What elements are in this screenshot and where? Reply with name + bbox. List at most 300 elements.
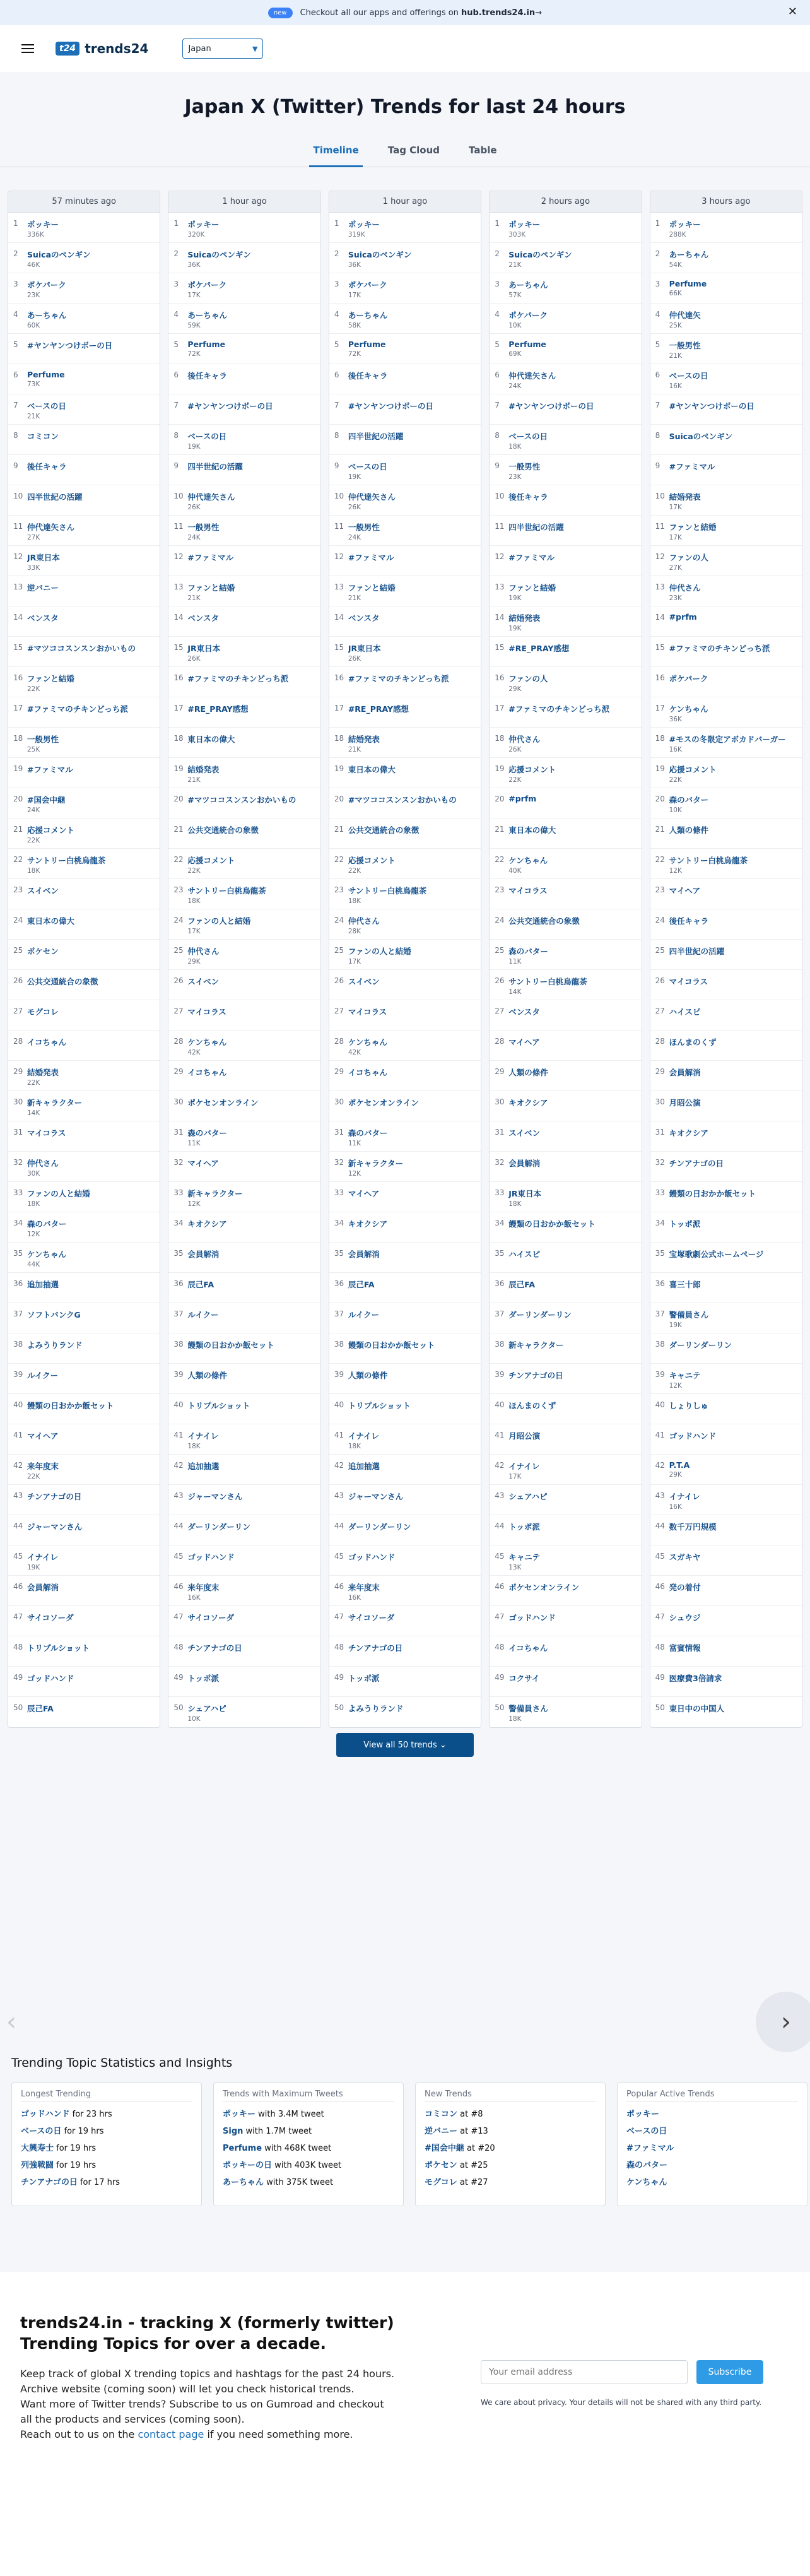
- trend-name[interactable]: サントリー白桃烏龍茶: [348, 886, 427, 895]
- trend-name[interactable]: 仲代さん: [187, 947, 220, 956]
- trend-name[interactable]: ファンと結婚: [187, 583, 235, 593]
- trend-name[interactable]: 新キャラクター: [27, 1098, 83, 1108]
- trend-name[interactable]: 公共交通統合の象徴: [348, 825, 420, 835]
- trend-name[interactable]: あーちゃん: [27, 310, 67, 320]
- trend-name[interactable]: 発の着付: [669, 1583, 701, 1592]
- trend-name[interactable]: イコちゃん: [508, 1643, 548, 1653]
- trend-name[interactable]: ポケセン: [27, 947, 59, 956]
- trend-name[interactable]: シュウジ: [669, 1613, 701, 1622]
- trend-name[interactable]: イナイレ: [187, 1431, 219, 1441]
- trend-name[interactable]: 追加抽選: [187, 1462, 220, 1471]
- stat-trend-name[interactable]: Perfume: [223, 2144, 262, 2153]
- trend-name[interactable]: JR東日本: [348, 644, 381, 653]
- trend-name[interactable]: 仲代達矢さん: [508, 371, 556, 381]
- carousel-left-icon[interactable]: ‹: [6, 2007, 16, 2036]
- trend-name[interactable]: 一般男性: [348, 523, 380, 532]
- trend-name[interactable]: 森のバター: [187, 1128, 227, 1138]
- trend-name[interactable]: 仲代さん: [348, 916, 380, 926]
- trend-name[interactable]: 仲代達矢さん: [27, 523, 75, 532]
- trend-name[interactable]: #マツココスンスンおかいもの: [27, 644, 136, 653]
- trend-name[interactable]: #ファミマのチキンどっち派: [669, 644, 770, 653]
- trend-name[interactable]: マイヘア: [187, 1159, 219, 1168]
- stat-trend-name[interactable]: Sign: [223, 2127, 244, 2136]
- trend-name[interactable]: 森のバター: [669, 795, 709, 805]
- trend-name[interactable]: 東日中の中国人: [669, 1704, 725, 1713]
- trend-item: [8, 516, 160, 546]
- stat-trend-name[interactable]: 列強戦闘: [21, 2161, 54, 2170]
- trend-name[interactable]: #ヤンヤンつけボーの日: [187, 401, 273, 411]
- trend-name[interactable]: トリプルショット: [27, 1643, 90, 1653]
- trend-name[interactable]: 森のバター: [348, 1128, 388, 1138]
- trend-name[interactable]: サントリー白桃烏龍茶: [27, 856, 106, 865]
- trend-name[interactable]: ベンスタ: [508, 1007, 540, 1017]
- trend-name[interactable]: ゴッドハンド: [187, 1552, 235, 1562]
- trend-name[interactable]: 仲代達矢さん: [348, 492, 396, 502]
- trend-name[interactable]: Suicaのペンギン: [27, 250, 91, 259]
- trend-name[interactable]: よみうりランド: [348, 1704, 404, 1713]
- trend-name[interactable]: Perfume: [187, 340, 226, 349]
- trend-name[interactable]: よみうりランド: [27, 1340, 83, 1350]
- trend-name[interactable]: 四半世紀の活躍: [348, 432, 404, 441]
- trend-name[interactable]: イナイレ: [348, 1431, 379, 1441]
- stat-trend-name[interactable]: チンアナゴの日: [21, 2178, 78, 2187]
- trend-name[interactable]: 饅類の日おかか飯セット: [348, 1340, 435, 1350]
- trend-name[interactable]: ファンの人: [508, 674, 548, 683]
- trend-name[interactable]: ベースの日: [348, 462, 387, 471]
- trend-name[interactable]: ポケパーク: [669, 674, 708, 683]
- stat-trend-name[interactable]: ゴッドハンド: [21, 2110, 70, 2119]
- trend-name[interactable]: 新キャラクター: [348, 1159, 404, 1168]
- trend-name[interactable]: 結婚発表: [348, 735, 380, 744]
- trend-name[interactable]: 後任キャラ: [187, 371, 227, 381]
- trend-name[interactable]: #RE_PRAY感想: [348, 704, 409, 714]
- trend-name[interactable]: ポッキー: [508, 220, 541, 229]
- trend-name[interactable]: ベンスタ: [27, 613, 59, 623]
- trend-name[interactable]: ケンちゃん: [669, 704, 708, 714]
- trend-name[interactable]: ベースの日: [508, 432, 548, 441]
- trend-name[interactable]: 医療費3倍請求: [669, 1674, 722, 1683]
- trend-name[interactable]: ジャーマンさん: [348, 1492, 404, 1501]
- trend-name[interactable]: 東日本の偉大: [508, 825, 556, 835]
- trend-name[interactable]: トリプルショット: [187, 1401, 250, 1410]
- trend-name[interactable]: 辰己FA: [187, 1280, 214, 1289]
- trend-name[interactable]: ファンと結婚: [508, 583, 556, 593]
- trend-name[interactable]: チンアナゴの日: [348, 1643, 403, 1653]
- trend-name[interactable]: 四半世紀の活躍: [27, 492, 83, 502]
- stat-trend-name[interactable]: コミコン: [425, 2110, 458, 2119]
- trend-name[interactable]: #国会中継: [27, 795, 66, 805]
- trend-info: [508, 1642, 548, 1653]
- trend-name[interactable]: イナイレ: [508, 1462, 540, 1471]
- trend-name[interactable]: 会員解消: [27, 1583, 59, 1592]
- trend-name[interactable]: ソフトバンクG: [27, 1310, 81, 1320]
- trend-name[interactable]: コクサイ: [508, 1674, 540, 1683]
- trend-name[interactable]: #prfm: [669, 612, 697, 622]
- stat-trend-name[interactable]: 森のバター: [626, 2161, 668, 2170]
- trend-name[interactable]: #ファミマル: [348, 553, 394, 562]
- trend-name[interactable]: ポケパーク: [348, 280, 387, 290]
- trend-name[interactable]: 饅類の日おかか飯セット: [669, 1189, 756, 1198]
- hamburger-icon[interactable]: [21, 44, 34, 53]
- trend-name[interactable]: #ファミマル: [508, 553, 555, 562]
- trend-name[interactable]: 仲代さん: [508, 735, 541, 744]
- trend-name[interactable]: 数千万円規模: [669, 1522, 717, 1532]
- trend-name[interactable]: 応援コメント: [27, 825, 75, 835]
- trend-name[interactable]: マイヘア: [27, 1431, 59, 1441]
- stat-trend-name[interactable]: ポッキーの日: [223, 2161, 273, 2170]
- trend-name[interactable]: ファンと結婚: [669, 523, 717, 532]
- trend-name[interactable]: Perfume: [27, 370, 65, 379]
- trend-name[interactable]: 一般男性: [187, 523, 220, 532]
- trend-name[interactable]: #ファミマル: [669, 462, 715, 471]
- trend-name[interactable]: サントリー白桃烏龍茶: [508, 977, 587, 986]
- trend-name[interactable]: ダーリンダーリン: [508, 1310, 572, 1320]
- trend-name[interactable]: ファンの人: [669, 553, 708, 562]
- trend-name[interactable]: トリプルショット: [348, 1401, 411, 1410]
- trend-name[interactable]: 公共交通統合の象徴: [187, 825, 259, 835]
- trend-name[interactable]: モグコレ: [27, 1007, 59, 1017]
- trend-name[interactable]: 人類の條件: [508, 1068, 548, 1077]
- trend-name[interactable]: 結婚発表: [27, 1068, 59, 1077]
- trend-name[interactable]: ポッキー: [669, 220, 701, 229]
- trend-name[interactable]: マイヘア: [669, 886, 701, 895]
- trend-name[interactable]: 会員解消: [187, 1250, 220, 1259]
- trend-name[interactable]: #マツココスンスンおかいもの: [348, 795, 457, 805]
- trend-name[interactable]: 新キャラクター: [508, 1340, 564, 1350]
- trend-name[interactable]: ルイクー: [348, 1310, 379, 1320]
- trend-name[interactable]: コミコン: [27, 432, 59, 441]
- stat-trend-name[interactable]: ベースの日: [626, 2127, 667, 2136]
- trend-item: [8, 425, 160, 455]
- trend-name[interactable]: ポッキー: [348, 220, 380, 229]
- trend-name[interactable]: 応援コメント: [669, 765, 717, 774]
- stat-trend-name[interactable]: モグコレ: [425, 2178, 457, 2187]
- trend-name[interactable]: 饅類の日おかか飯セット: [187, 1340, 274, 1350]
- trend-name[interactable]: 喜三十郎: [669, 1280, 701, 1289]
- trend-name[interactable]: 仲代達矢さん: [187, 492, 235, 502]
- trend-name[interactable]: チンアナゴの日: [27, 1492, 82, 1501]
- trend-name[interactable]: ゴッドハンド: [508, 1613, 556, 1622]
- trend-name[interactable]: ジャーマンさん: [187, 1492, 243, 1501]
- trend-name[interactable]: ポケパーク: [27, 280, 66, 290]
- trend-name[interactable]: ベンスタ: [187, 613, 220, 623]
- country-select[interactable]: [182, 38, 263, 59]
- trend-name[interactable]: Suicaのペンギン: [669, 432, 733, 441]
- trend-name[interactable]: 饅類の日おかか飯セット: [27, 1401, 114, 1410]
- trend-name[interactable]: ポッキー: [27, 220, 59, 229]
- trend-item: [168, 1182, 320, 1212]
- trend-name[interactable]: 後任キャラ: [348, 371, 388, 381]
- trend-name[interactable]: Suicaのペンギン: [187, 250, 251, 259]
- trend-name[interactable]: 警備員さん: [669, 1310, 709, 1320]
- trend-name[interactable]: 人類の條件: [348, 1371, 388, 1380]
- trend-name[interactable]: 公共交通統合の象徴: [27, 977, 98, 986]
- trend-rank: 11: [655, 522, 665, 531]
- trend-name[interactable]: 公共交通統合の象徴: [508, 916, 580, 926]
- trend-name[interactable]: 饅類の日おかか飯セット: [508, 1219, 596, 1229]
- trend-name[interactable]: あーちゃん: [508, 280, 548, 290]
- trend-name[interactable]: #ファミマのチキンどっち派: [348, 674, 449, 683]
- trend-name[interactable]: 結婚発表: [669, 492, 701, 502]
- trend-name[interactable]: ほんまのくず: [508, 1401, 556, 1410]
- trend-name[interactable]: P.T.A: [669, 1460, 690, 1470]
- trend-name[interactable]: 仲代さん: [27, 1159, 59, 1168]
- trend-name[interactable]: ダーリンダーリン: [348, 1522, 411, 1532]
- trend-name[interactable]: ゴッドハンド: [669, 1431, 717, 1441]
- trend-name[interactable]: #ファミマのチキンどっち派: [27, 704, 128, 714]
- trend-name[interactable]: 一般男性: [669, 341, 701, 350]
- trend-name[interactable]: ベースの日: [27, 401, 66, 411]
- trend-name[interactable]: #ヤンヤンつけボーの日: [348, 401, 434, 411]
- trend-name[interactable]: チンアナゴの日: [187, 1643, 242, 1653]
- trend-name[interactable]: #マツココスンスンおかいもの: [187, 795, 296, 805]
- trend-name[interactable]: 一般男性: [27, 735, 59, 744]
- trend-name[interactable]: ポケセンオンライン: [508, 1583, 580, 1592]
- trend-name[interactable]: ファンの人と結婚: [27, 1189, 90, 1198]
- trend-name[interactable]: あーちゃん: [187, 310, 227, 320]
- trend-name[interactable]: ファンと結婚: [27, 674, 74, 683]
- trend-rank: 13: [495, 582, 505, 591]
- trend-name[interactable]: #RE_PRAY感想: [187, 704, 249, 714]
- tab-table[interactable]: Table: [469, 145, 497, 156]
- view-all-button[interactable]: [336, 1733, 474, 1757]
- trend-name[interactable]: 月昭公演: [669, 1098, 701, 1108]
- trend-name[interactable]: 森のバター: [508, 947, 548, 956]
- trend-name[interactable]: ケンちゃん: [508, 856, 548, 865]
- trend-name[interactable]: 追加抽選: [348, 1462, 380, 1471]
- trend-name[interactable]: あーちゃん: [348, 310, 388, 320]
- trend-name[interactable]: スガキヤ: [669, 1552, 701, 1562]
- trend-name[interactable]: 富賓情報: [669, 1643, 701, 1653]
- trend-name[interactable]: ベースの日: [669, 371, 708, 381]
- trend-name[interactable]: ゴッドハンド: [27, 1674, 74, 1683]
- trend-name[interactable]: スイベン: [348, 977, 380, 986]
- trend-name[interactable]: #ヤンヤンつけボーの日: [508, 401, 594, 411]
- trend-info: [669, 885, 700, 896]
- trend-name[interactable]: #ファミマのチキンどっち派: [508, 704, 610, 714]
- trend-name[interactable]: 四半世紀の活躍: [508, 523, 564, 532]
- trend-name[interactable]: ジャーマンさん: [27, 1522, 83, 1532]
- trend-name[interactable]: 後任キャラ: [508, 492, 548, 502]
- trend-name[interactable]: ルイクー: [187, 1310, 219, 1320]
- trend-name[interactable]: サイコソーダ: [187, 1613, 235, 1622]
- trend-name[interactable]: 応援コメント: [508, 765, 556, 774]
- trend-info: [348, 733, 380, 753]
- trend-name[interactable]: 東日本の偉大: [348, 765, 396, 774]
- trend-name[interactable]: サントリー白桃烏龍茶: [187, 886, 266, 895]
- trend-name[interactable]: ほんまのくず: [669, 1037, 717, 1047]
- trend-name[interactable]: イナイレ: [27, 1552, 59, 1562]
- trend-rank: 46: [655, 1582, 665, 1591]
- trend-name[interactable]: JR東日本: [508, 1189, 541, 1198]
- trend-name[interactable]: 逆バニー: [27, 583, 59, 593]
- trend-name[interactable]: サイコソーダ: [348, 1613, 395, 1622]
- trend-name[interactable]: 一般男性: [508, 462, 541, 471]
- trend-name[interactable]: しょりしゅ: [669, 1401, 709, 1410]
- trend-name[interactable]: #ファミマル: [27, 765, 73, 774]
- trend-rank: 45: [173, 1552, 184, 1561]
- banner-link[interactable]: hub.trends24.in: [461, 8, 536, 18]
- trend-name[interactable]: 月昭公演: [508, 1431, 541, 1441]
- trend-name[interactable]: ダーリンダーリン: [187, 1522, 250, 1532]
- trend-name[interactable]: 結婚発表: [187, 765, 220, 774]
- trend-name[interactable]: キオクシア: [508, 1098, 548, 1108]
- trend-name[interactable]: 森のバター: [27, 1219, 67, 1229]
- trend-name[interactable]: トッポ派: [348, 1674, 380, 1683]
- trend-name[interactable]: #RE_PRAY感想: [508, 644, 570, 653]
- trend-name[interactable]: イコちゃん: [27, 1037, 67, 1047]
- stat-trend-name[interactable]: あーちゃん: [223, 2178, 264, 2187]
- trend-name[interactable]: ルイクー: [27, 1371, 59, 1380]
- trend-name[interactable]: 結婚発表: [508, 613, 541, 623]
- contact-link[interactable]: contact page: [138, 2428, 204, 2440]
- trend-name[interactable]: キャニテ: [508, 1552, 541, 1562]
- trend-name[interactable]: マイコラス: [348, 1007, 387, 1017]
- trend-name[interactable]: シェアハピ: [187, 1704, 226, 1713]
- trend-name[interactable]: マイヘア: [348, 1189, 380, 1198]
- trend-info: [508, 309, 548, 329]
- trend-name[interactable]: ポケパーク: [187, 280, 227, 290]
- trend-name[interactable]: トッポ派: [187, 1674, 220, 1683]
- trend-name[interactable]: イナイレ: [669, 1492, 700, 1501]
- trend-item: [168, 1424, 320, 1455]
- stat-trend-name[interactable]: ポッキー: [223, 2110, 256, 2119]
- trend-name[interactable]: 四半世紀の活躍: [669, 947, 725, 956]
- trend-name[interactable]: 来年度末: [27, 1462, 59, 1471]
- trend-name[interactable]: #ファミマル: [187, 553, 234, 562]
- trend-name[interactable]: マイヘア: [508, 1037, 540, 1047]
- trend-name[interactable]: サイコソーダ: [27, 1613, 74, 1622]
- trend-name[interactable]: キオクシア: [187, 1219, 227, 1229]
- trend-name[interactable]: 仲代さん: [669, 583, 701, 593]
- stat-trend-name[interactable]: ポッキー: [626, 2110, 660, 2119]
- trend-name[interactable]: JR東日本: [27, 553, 60, 562]
- trend-name[interactable]: ケンちゃん: [187, 1037, 227, 1047]
- trend-name[interactable]: #モスの冬限定アボカドバーガー: [669, 735, 786, 744]
- trend-info: [669, 491, 701, 511]
- trend-name[interactable]: ゴッドハンド: [348, 1552, 396, 1562]
- trend-name[interactable]: ダーリンダーリン: [669, 1340, 732, 1350]
- trend-name[interactable]: マイコラス: [669, 977, 708, 986]
- trend-name[interactable]: イコちゃん: [348, 1068, 387, 1077]
- trend-item: [650, 455, 802, 485]
- trend-info: [27, 1339, 83, 1350]
- trend-name[interactable]: ポケセンオンライン: [348, 1098, 419, 1108]
- trend-name[interactable]: #ファミマのチキンどっち派: [187, 674, 289, 683]
- trend-name[interactable]: キャニテ: [669, 1371, 701, 1380]
- trend-name[interactable]: 警備員さん: [508, 1704, 548, 1713]
- trend-name[interactable]: ハイスピ: [669, 1007, 701, 1017]
- trend-name[interactable]: イコちゃん: [187, 1068, 227, 1077]
- trend-name[interactable]: Suicaのペンギン: [508, 250, 572, 259]
- trend-name[interactable]: 人類の條件: [187, 1371, 227, 1380]
- trend-name[interactable]: 辰己FA: [508, 1280, 535, 1289]
- trend-name[interactable]: スイベン: [27, 886, 59, 895]
- trend-name[interactable]: キオクシア: [348, 1219, 388, 1229]
- trend-name[interactable]: #ヤンヤンつけボーの日: [669, 401, 754, 411]
- trend-name[interactable]: ファンの人と結婚: [187, 916, 251, 926]
- stat-trend-name[interactable]: 大興寿士: [21, 2144, 54, 2153]
- trend-name[interactable]: ポケパーク: [508, 310, 548, 320]
- trend-name[interactable]: ケンちゃん: [348, 1037, 387, 1047]
- trend-name[interactable]: ベンスタ: [348, 613, 380, 623]
- trend-name[interactable]: ハイスピ: [508, 1250, 541, 1259]
- trend-name[interactable]: 会員解消: [669, 1068, 701, 1077]
- stat-trend-name[interactable]: 逆バニー: [425, 2127, 458, 2136]
- trend-name[interactable]: 会員解消: [508, 1159, 541, 1168]
- stat-trend-name[interactable]: ポケセン: [425, 2161, 457, 2170]
- trend-name[interactable]: トッポ派: [508, 1522, 540, 1532]
- trend-name[interactable]: 四半世紀の活躍: [187, 462, 243, 471]
- trend-name[interactable]: マイコラス: [27, 1128, 66, 1138]
- trend-name[interactable]: チンアナゴの日: [508, 1371, 563, 1380]
- trend-name[interactable]: Suicaのペンギン: [348, 250, 412, 259]
- trend-name[interactable]: 辰己FA: [348, 1280, 375, 1289]
- trend-name[interactable]: 応援コメント: [187, 856, 235, 865]
- trend-name[interactable]: Perfume: [348, 340, 386, 349]
- trend-name[interactable]: ファンと結婚: [348, 583, 396, 593]
- trend-name[interactable]: 新キャラクター: [187, 1189, 243, 1198]
- trend-name[interactable]: スイベン: [508, 1128, 540, 1138]
- trend-name[interactable]: 仲代達矢: [669, 310, 701, 320]
- trend-count: 73K: [27, 381, 40, 388]
- trend-name[interactable]: ケンちゃん: [27, 1250, 66, 1259]
- trend-name[interactable]: 辰己FA: [27, 1704, 54, 1713]
- trend-name[interactable]: 後任キャラ: [669, 916, 709, 926]
- trend-name[interactable]: チンアナゴの日: [669, 1159, 724, 1168]
- tab-tag-cloud[interactable]: Tag Cloud: [387, 145, 440, 156]
- trend-name[interactable]: ポッキー: [187, 220, 220, 229]
- trend-name[interactable]: ベースの日: [187, 432, 227, 441]
- trend-name[interactable]: トッポ派: [669, 1219, 701, 1229]
- stat-trend-name[interactable]: #国会中継: [425, 2144, 464, 2153]
- trend-name[interactable]: #prfm: [508, 794, 537, 803]
- trend-name[interactable]: ファンの人と結婚: [348, 947, 411, 956]
- stat-trend-name[interactable]: ベースの日: [21, 2127, 62, 2136]
- trend-name[interactable]: 会員解消: [348, 1250, 380, 1259]
- trend-name[interactable]: 宝塚歌劇公式ホームページ: [669, 1250, 764, 1259]
- stat-trend-name[interactable]: #ファミマル: [626, 2144, 674, 2153]
- trend-name[interactable]: ポケセンオンライン: [187, 1098, 259, 1108]
- site-logo[interactable]: [56, 41, 148, 56]
- trend-name[interactable]: スイベン: [187, 977, 220, 986]
- trend-name[interactable]: シェアハピ: [508, 1492, 548, 1501]
- trend-name[interactable]: マイコラス: [508, 886, 548, 895]
- subscribe-button[interactable]: Subscribe: [696, 2360, 763, 2384]
- carousel-right-icon[interactable]: ›: [756, 1992, 810, 2052]
- trend-name[interactable]: キオクシア: [669, 1128, 708, 1138]
- tab-timeline[interactable]: Timeline: [313, 143, 358, 167]
- trend-name[interactable]: マイコラス: [187, 1007, 226, 1017]
- trend-name[interactable]: 人類の條件: [669, 825, 709, 835]
- trend-name[interactable]: サントリー白桃烏龍茶: [669, 856, 748, 865]
- close-icon[interactable]: ✕: [787, 5, 797, 18]
- trend-name[interactable]: 後任キャラ: [27, 462, 67, 471]
- trend-name[interactable]: あーちゃん: [669, 250, 709, 259]
- trend-name[interactable]: 東日本の偉大: [187, 735, 235, 744]
- email-input[interactable]: [481, 2360, 688, 2384]
- stat-trend-name[interactable]: ケンちゃん: [626, 2178, 667, 2187]
- trend-name[interactable]: 来年度末: [187, 1583, 220, 1592]
- trend-name[interactable]: 来年度末: [348, 1583, 380, 1592]
- trend-name[interactable]: Perfume: [669, 279, 707, 288]
- trend-name[interactable]: 追加抽選: [27, 1280, 59, 1289]
- trend-name[interactable]: Perfume: [508, 340, 546, 349]
- trend-name[interactable]: #ヤンヤンつけボーの日: [27, 341, 113, 350]
- trend-name[interactable]: JR東日本: [187, 644, 221, 653]
- trend-name[interactable]: 応援コメント: [348, 856, 396, 865]
- trend-name[interactable]: 東日本の偉大: [27, 916, 75, 926]
